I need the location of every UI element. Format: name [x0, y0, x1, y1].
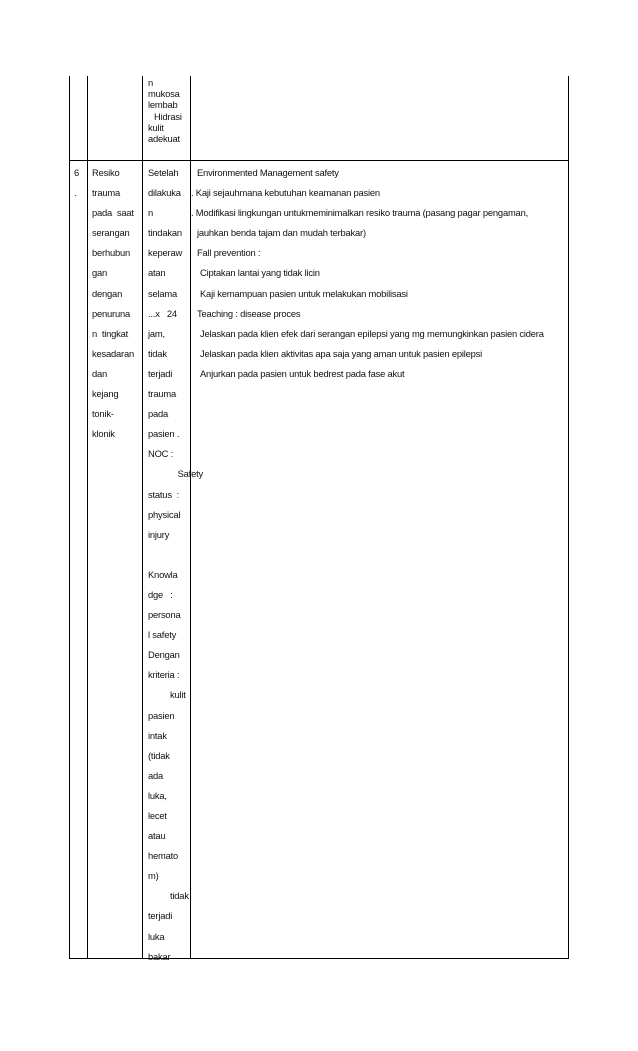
diagnosis-line: serangan: [92, 227, 130, 239]
outcome-line: luka,: [148, 789, 167, 801]
intervention-cell: [191, 163, 567, 384]
outcome-line: (tidak: [148, 749, 170, 761]
outcome-line: l safety: [148, 629, 177, 641]
row-number-cell: [74, 163, 79, 203]
outcome-line: pada: [148, 408, 169, 420]
outcome-line: tidak: [148, 347, 167, 359]
row-separator: [69, 160, 569, 161]
table-border-left: [69, 76, 70, 959]
table-divider-col2: [142, 76, 143, 959]
diagnosis-line: n tingkat: [92, 327, 129, 339]
diagnosis-line: gan: [92, 267, 108, 279]
outcome-line: selama: [148, 287, 178, 299]
diagnosis-line: trauma: [92, 187, 120, 199]
outcome-line: terjadi: [148, 910, 173, 922]
outcome-line: injury: [148, 528, 170, 540]
outcome-line: dge :: [148, 588, 173, 600]
outcome-line: atan: [148, 267, 166, 279]
table-border-bottom: [69, 958, 569, 959]
outcome-line: hemato: [148, 850, 179, 862]
intervention-line: Kaji kemampuan pasien untuk melakukan mobilisasi: [200, 287, 408, 299]
outcome-line: keperaw: [148, 247, 183, 259]
outcome-line: adekuat: [148, 132, 180, 144]
row-number-dot: .: [74, 187, 77, 199]
outcome-line: terjadi: [148, 367, 173, 379]
diagnosis-line: penuruna: [92, 307, 131, 319]
outcome-line: intak: [148, 729, 167, 741]
outcome-line: Safety: [177, 468, 203, 480]
outcome-line: luka: [148, 930, 165, 942]
outcome-line: atau: [148, 830, 166, 842]
intervention-line: . Kaji sejauhmana kebutuhan keamanan pasien: [191, 187, 380, 199]
outcome-line: lecet: [148, 810, 167, 821]
intervention-line: Anjurkan pada pasien untuk bedrest pada fase akut: [200, 367, 405, 379]
outcome-line: pasien: [148, 709, 175, 721]
intervention-heading: Fall prevention :: [197, 247, 261, 259]
outcome-line: physical: [148, 508, 181, 520]
outcome-line: [148, 545, 203, 565]
outcome-line: jam,: [148, 327, 165, 339]
outcome-line: kulit: [170, 689, 186, 701]
intervention-heading: Environmented Management safety: [197, 167, 339, 178]
outcome-line: kulit: [148, 121, 164, 133]
intervention-heading: Teaching : disease proces: [197, 307, 301, 319]
outcome-line: n: [148, 207, 154, 219]
intervention-line: Jelaskan pada klien aktivitas apa saja yang aman untuk pasien epilepsi: [200, 347, 483, 359]
table-border-right: [568, 76, 569, 959]
outcome-line: bakar: [148, 950, 171, 962]
outcome-line: ...x 24: [148, 307, 177, 319]
table-divider-col1: [87, 76, 88, 959]
outcome-line: m): [148, 870, 159, 882]
outcome-line: pasien .: [148, 428, 180, 440]
intervention-line: Jelaskan pada klien efek dari serangan epilepsi yang mg memungkinkan pasien cidera: [200, 327, 544, 339]
diagnosis-line: klonik: [92, 428, 115, 440]
diagnosis-line: kejang: [92, 388, 119, 400]
outcome-line: tidak: [170, 890, 189, 902]
top-row-outcome-cell: [148, 77, 209, 144]
outcome-line: lembab: [148, 99, 178, 111]
outcome-line: mukosa: [148, 88, 180, 100]
diagnosis-line: Resiko: [92, 167, 120, 178]
outcome-line: n: [148, 77, 154, 88]
outcome-line: dilakuka: [148, 187, 181, 199]
intervention-line: . Modifikasi lingkungan untukmeminimalkan resiko trauma (pasang pagar pengaman,: [191, 207, 528, 219]
outcome-line: trauma: [148, 388, 176, 400]
diagnosis-line: berhubun: [92, 247, 131, 259]
outcome-line: Knowla: [148, 568, 178, 580]
outcome-line: tindakan: [148, 227, 182, 239]
diagnosis-cell: [92, 163, 139, 444]
row-number: 6: [74, 167, 80, 178]
outcome-line: kriteria :: [148, 669, 180, 681]
diagnosis-line: dan: [92, 367, 108, 379]
intervention-line: jauhkan benda tajam dan mudah terbakar): [197, 227, 366, 239]
outcome-line: Setelah: [148, 167, 179, 178]
diagnosis-line: tonik-: [92, 408, 114, 420]
intervention-line: Ciptakan lantai yang tidak licin: [200, 267, 320, 279]
diagnosis-line: pada saat: [92, 207, 134, 219]
diagnosis-line: dengan: [92, 287, 123, 299]
outcome-line: ada: [148, 769, 164, 781]
outcome-line: Dengan: [148, 649, 180, 661]
outcome-line: Hidrasi: [154, 110, 182, 122]
outcome-line: NOC :: [148, 448, 174, 460]
outcome-line: status :: [148, 488, 180, 500]
outcome-line: persona: [148, 609, 181, 621]
diagnosis-line: kesadaran: [92, 347, 134, 359]
